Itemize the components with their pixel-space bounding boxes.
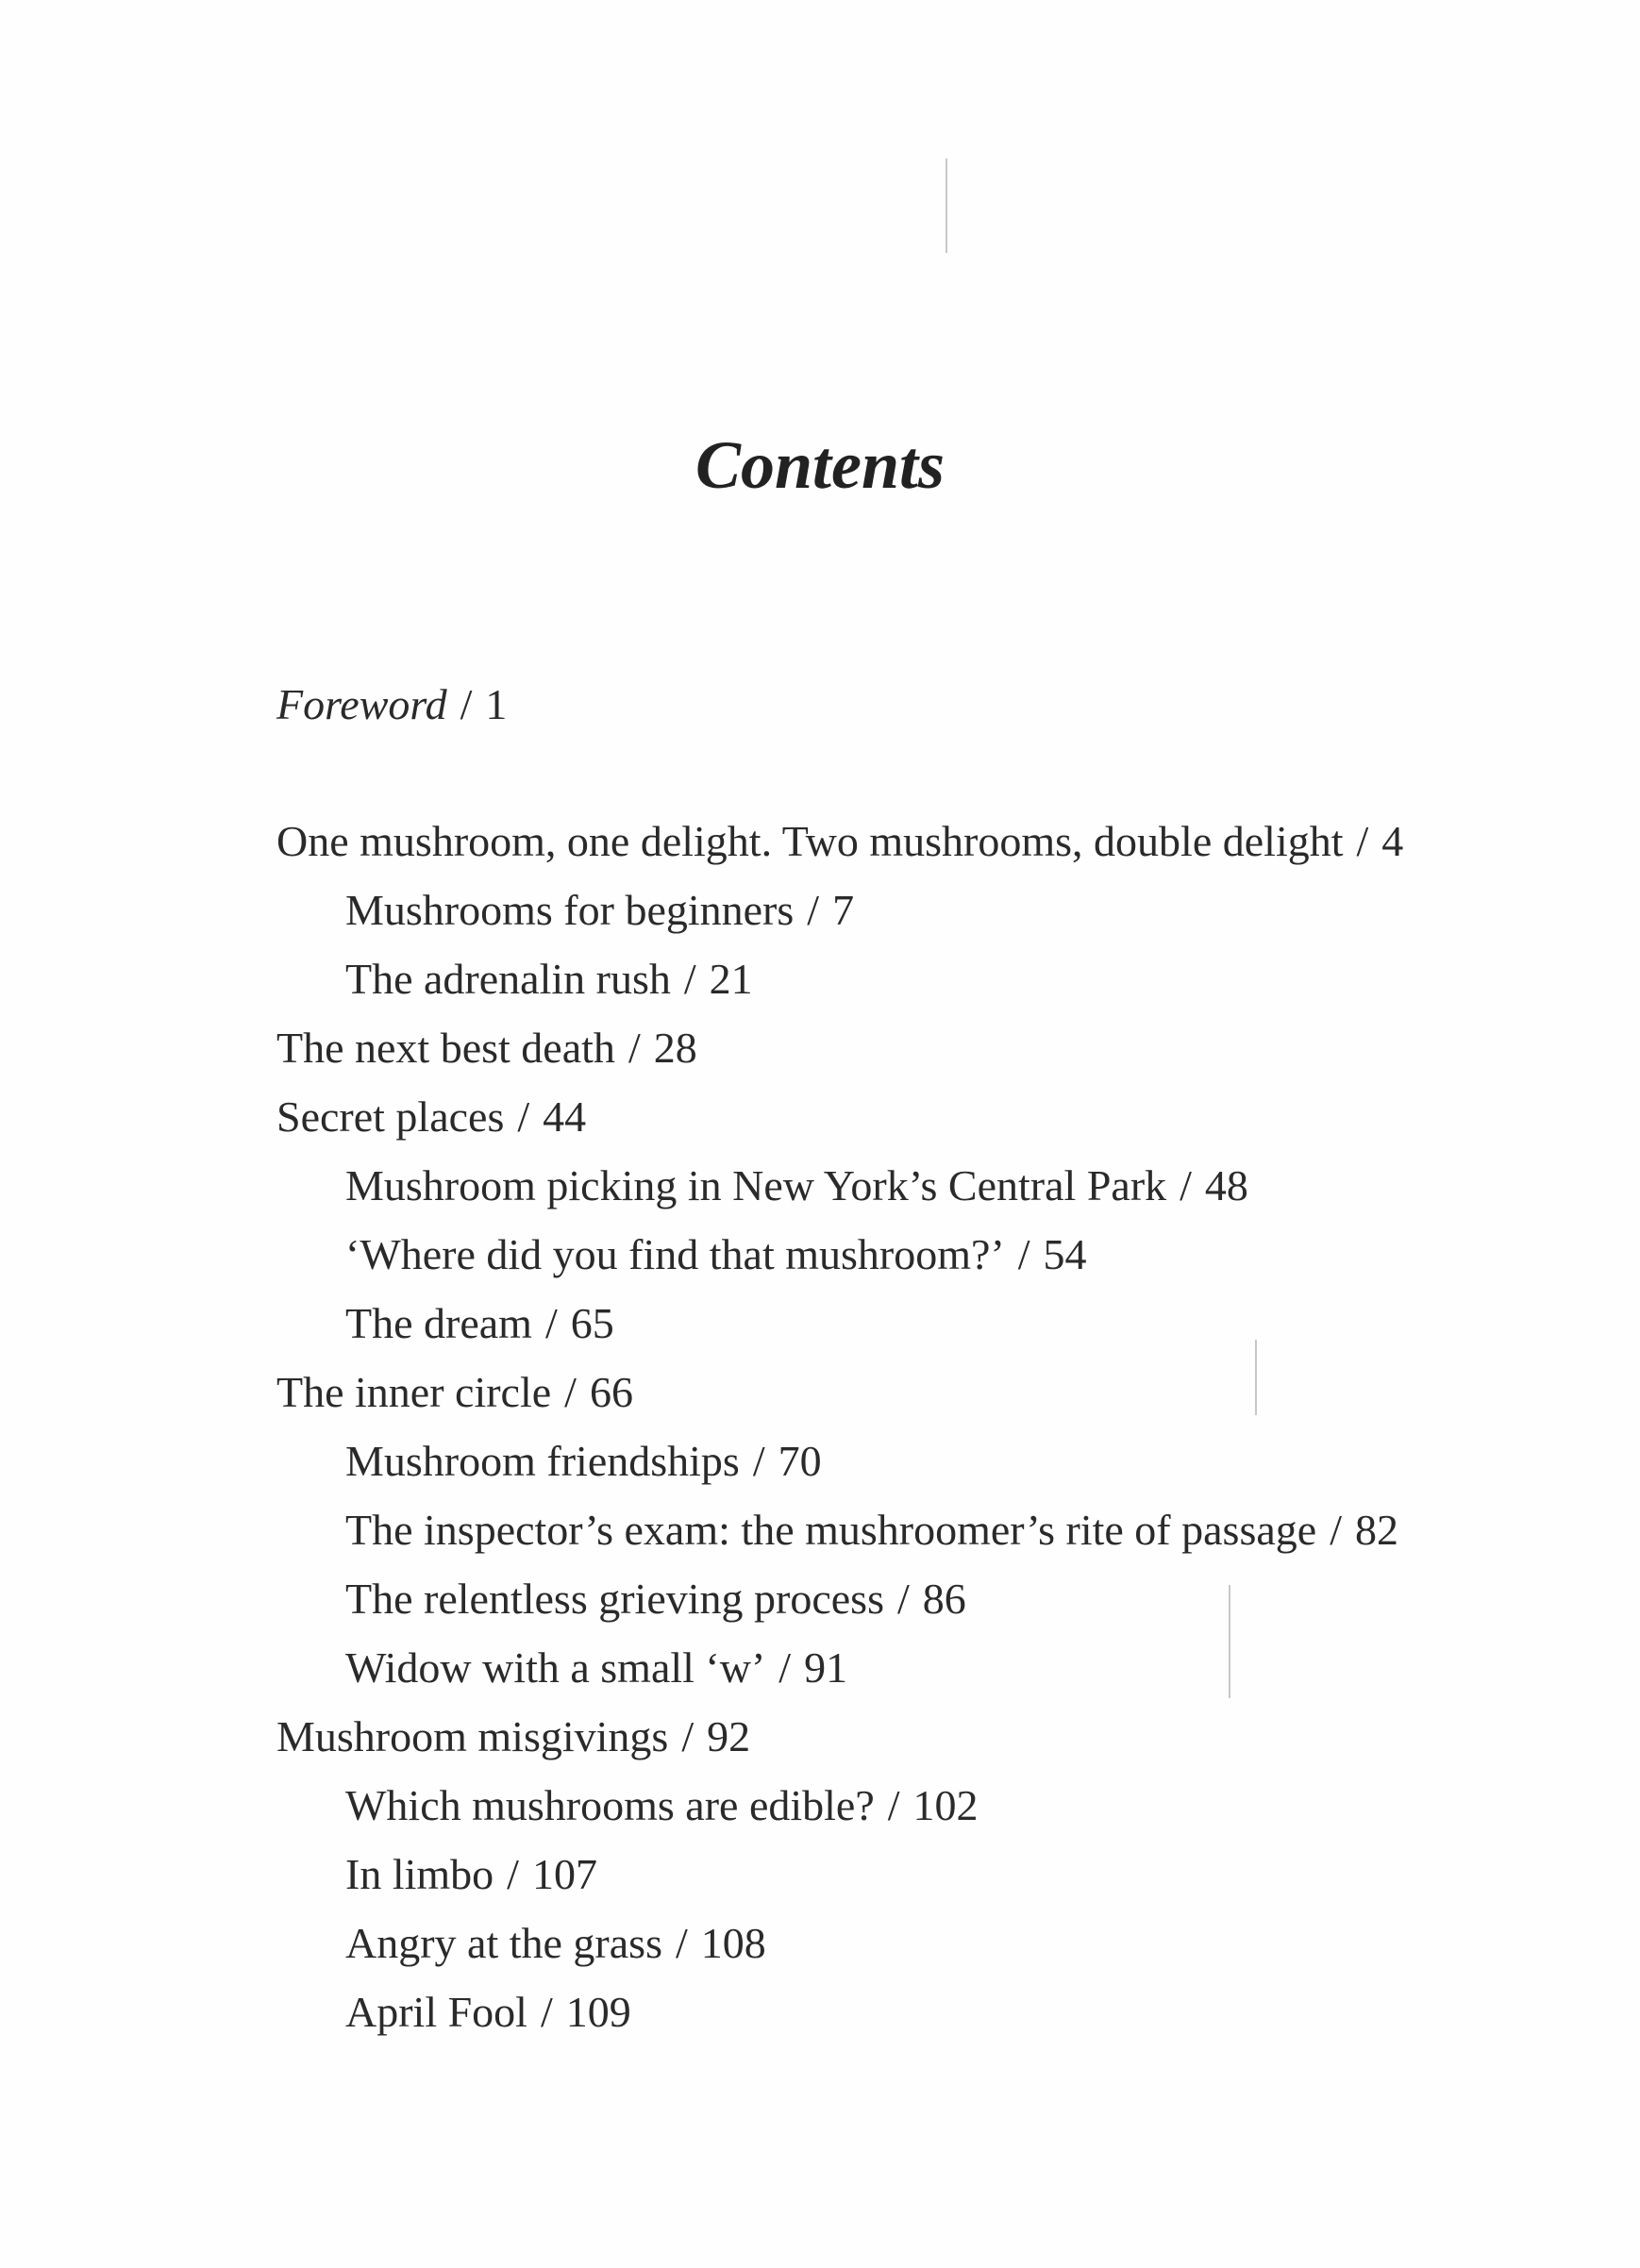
toc-separator: / xyxy=(460,680,473,728)
toc-entry-title: The adrenalin rush xyxy=(345,955,671,1003)
toc-entry-title: Secret places xyxy=(276,1092,505,1141)
toc-separator: / xyxy=(1017,1230,1030,1278)
toc-page-number: 4 xyxy=(1381,817,1404,865)
toc-separator: / xyxy=(507,1850,519,1898)
toc-separator: / xyxy=(896,1575,910,1623)
toc-separator: / xyxy=(1356,817,1369,865)
toc-entry-title: Foreword xyxy=(276,680,447,728)
toc-page-number: 48 xyxy=(1204,1161,1248,1209)
toc-separator: / xyxy=(540,1988,553,2036)
toc-entry-title: Mushroom friendships xyxy=(345,1437,740,1485)
toc-entry-title: The next best death xyxy=(276,1024,615,1072)
toc-entry-title: Which mushrooms are edible? xyxy=(345,1781,875,1829)
toc-separator: / xyxy=(517,1092,530,1141)
toc-page-number: 54 xyxy=(1043,1230,1087,1278)
toc-entry-title: The inspector’s exam: the mushroomer’s rite of passage xyxy=(345,1506,1317,1554)
toc-subentry[interactable] xyxy=(276,1426,1503,1495)
toc-page-number: 44 xyxy=(543,1092,587,1141)
toc-separator: / xyxy=(681,1712,694,1760)
toc-page-number: 86 xyxy=(922,1575,966,1623)
toc-entry-title: April Fool xyxy=(345,1988,527,2036)
toc-page-number: 108 xyxy=(700,1919,766,1967)
toc-separator: / xyxy=(564,1368,577,1416)
toc-entry-title: In limbo xyxy=(345,1850,494,1898)
toc-page-number: 70 xyxy=(778,1437,822,1485)
toc-subentry[interactable] xyxy=(276,1977,1503,2046)
page-title: Contents xyxy=(694,427,946,504)
toc-entry[interactable] xyxy=(276,1358,1503,1426)
toc-page-number: 82 xyxy=(1354,1506,1398,1554)
toc-page-number: 92 xyxy=(707,1712,751,1760)
toc-page-number: 28 xyxy=(653,1024,697,1072)
toc-subentry[interactable] xyxy=(276,1840,1503,1909)
toc-entry-title: Mushroom misgivings xyxy=(276,1712,669,1760)
toc-subentry[interactable] xyxy=(276,1495,1503,1564)
toc-entry-title: The relentless grieving process xyxy=(345,1575,884,1623)
toc-page-number: 65 xyxy=(570,1299,614,1347)
toc-separator: / xyxy=(752,1437,765,1485)
toc-separator: / xyxy=(887,1781,900,1829)
toc-separator: / xyxy=(807,886,820,934)
toc-page-number: 107 xyxy=(531,1850,597,1898)
scan-mark xyxy=(946,158,947,253)
toc-separator: / xyxy=(628,1024,641,1072)
toc-page-number: 7 xyxy=(832,886,855,934)
toc-entry-title: Widow with a small ‘w’ xyxy=(345,1643,766,1692)
toc-subentry[interactable] xyxy=(276,1564,1503,1633)
toc-entry[interactable] xyxy=(276,1013,1503,1082)
toc-page-number: 1 xyxy=(485,680,508,728)
toc-page-number: 21 xyxy=(709,955,753,1003)
toc-separator: / xyxy=(1180,1161,1192,1209)
toc-page-number: 109 xyxy=(565,1988,631,2036)
toc-subentry[interactable] xyxy=(276,1220,1503,1289)
toc-subentry[interactable] xyxy=(276,1771,1503,1840)
toc-separator: / xyxy=(683,955,696,1003)
toc-entry-title: Angry at the grass xyxy=(345,1919,662,1967)
toc-separator: / xyxy=(1330,1506,1342,1554)
toc-page-number: 102 xyxy=(912,1781,979,1829)
toc-entry[interactable] xyxy=(276,807,1503,876)
toc-separator: / xyxy=(675,1919,688,1967)
toc-entry-title: One mushroom, one delight. Two mushrooms, double delight xyxy=(276,817,1344,865)
toc-entry-title: The inner circle xyxy=(276,1368,552,1416)
toc-subentry[interactable] xyxy=(276,1909,1503,1977)
toc-entry-title: The dream xyxy=(345,1299,532,1347)
toc-page-number: 91 xyxy=(804,1643,848,1692)
toc-separator: / xyxy=(778,1643,792,1692)
toc-entry[interactable] xyxy=(276,1702,1503,1771)
toc-entry-title: Mushroom picking in New York’s Central Park xyxy=(345,1161,1167,1209)
toc-subentry[interactable] xyxy=(276,1633,1503,1702)
toc-subentry[interactable] xyxy=(276,944,1503,1013)
table-of-contents xyxy=(276,670,1503,2046)
toc-entry-title: ‘Where did you find that mushroom?’ xyxy=(345,1230,1005,1278)
toc-subentry[interactable] xyxy=(276,876,1503,944)
toc-subentry[interactable] xyxy=(276,1151,1503,1220)
toc-entry-foreword[interactable] xyxy=(276,670,1503,739)
toc-page-number: 66 xyxy=(589,1368,633,1416)
toc-entry[interactable] xyxy=(276,1082,1503,1151)
toc-subentry[interactable] xyxy=(276,1289,1503,1358)
toc-entry-title: Mushrooms for beginners xyxy=(345,886,795,934)
toc-separator: / xyxy=(544,1299,558,1347)
